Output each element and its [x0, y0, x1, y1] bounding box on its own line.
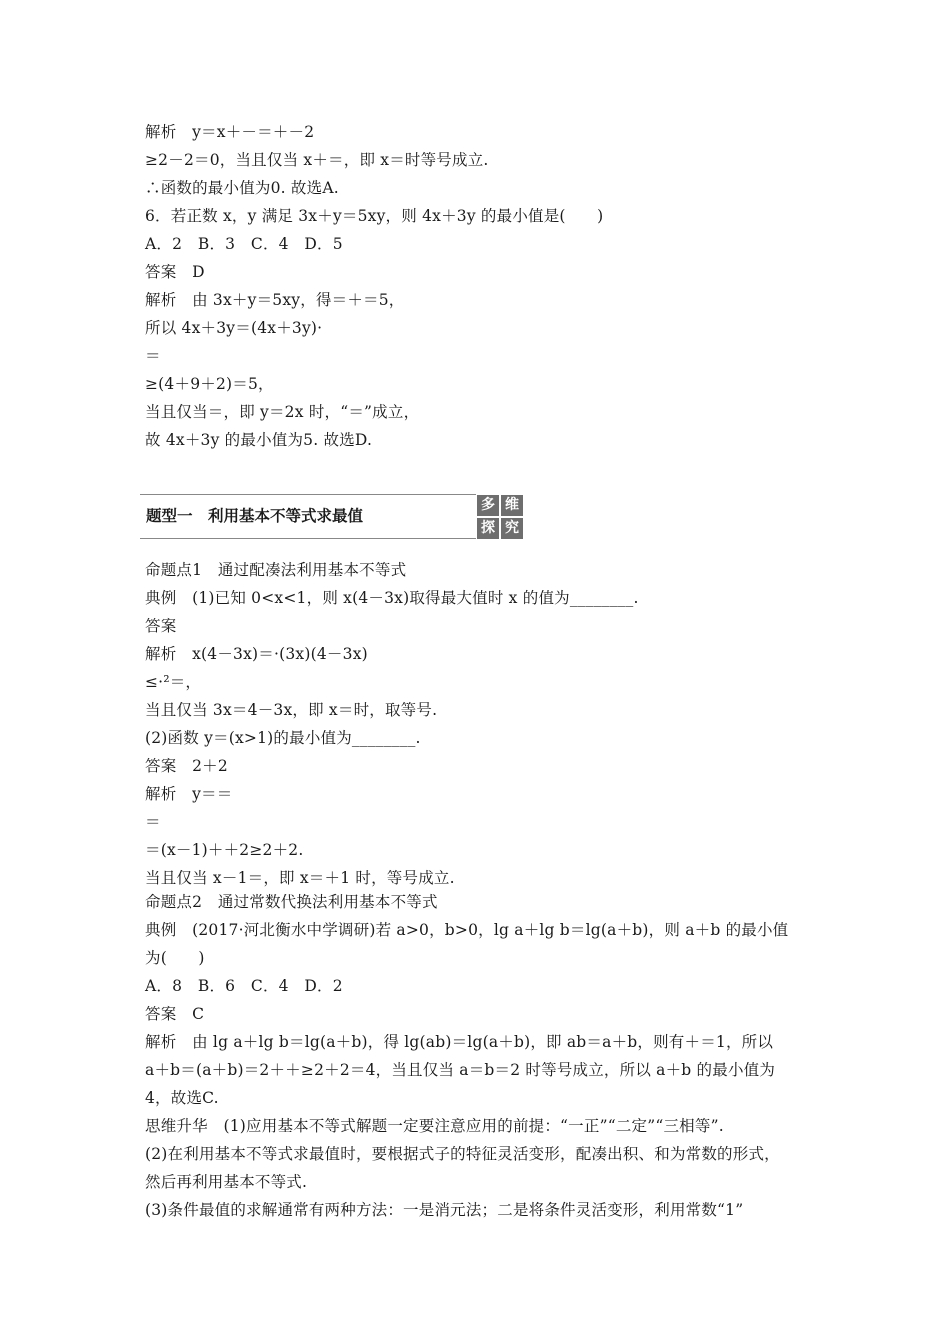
solution-line: ≥2－2＝0，当且仅当 x＋＝，即 x＝时等号成立.: [145, 151, 489, 169]
solution-line: 解析 由 lg a＋lg b＝lg(a＋b)，得 lg(ab)＝lg(a＋b)，即 ab＝a＋b，则有＋＝1，所以: [145, 1033, 774, 1051]
section-title: 题型一 利用基本不等式求最值: [146, 507, 364, 525]
solution-line: ＝: [145, 347, 161, 365]
solution-line: 当且仅当＝，即 y＝2x 时，“＝”成立，: [145, 403, 420, 421]
solution-line: 当且仅当 x－1＝，即 x＝＋1 时，等号成立.: [145, 869, 455, 887]
question-6-options: A．2 B．3 C．4 D．5: [145, 235, 343, 253]
solution-line: ＝(x－1)＋＋2≥2＋2.: [145, 841, 304, 859]
summary-line: 思维升华 (1)应用基本不等式解题一定要注意应用的前提：“一正”“二定”“三相等”.: [145, 1117, 724, 1135]
solution-line: 解析 y＝＝: [145, 785, 233, 803]
summary-line: 然后再利用基本不等式.: [145, 1173, 308, 1191]
answer-line: 答案 C: [145, 1005, 205, 1023]
summary-line: (3)条件最值的求解通常有两种方法：一是消元法；二是将条件灵活变形，利用常数“1”: [145, 1201, 744, 1219]
solution-line: 4，故选C.: [145, 1089, 219, 1107]
section-heading: [140, 494, 525, 540]
heading-rule: [140, 538, 476, 539]
example-line: 典例 (2017·河北衡水中学调研)若 a>0，b>0，lg a＋lg b＝lg(a＋b)，则 a＋b 的最小值: [145, 921, 789, 939]
solution-line: ∴函数的最小值为0. 故选A.: [145, 179, 339, 197]
solution-line: 当且仅当 3x＝4－3x，即 x＝时，取等号.: [145, 701, 438, 719]
subtopic-heading: 命题点1 通过配凑法利用基本不等式: [145, 561, 407, 579]
solution-line: 解析 y＝x＋－＝＋－2: [145, 123, 315, 141]
answer-line: 答案 D: [145, 263, 205, 281]
example-line: (2)函数 y＝(x>1)的最小值为________.: [145, 729, 421, 747]
solution-line: 解析 x(4－3x)＝·(3x)(4－3x): [145, 645, 368, 663]
badge-char: 多: [477, 495, 499, 516]
answer-line: 答案 2＋2: [145, 757, 228, 775]
example-options: A．8 B．6 C．4 D．2: [145, 977, 343, 995]
subtopic-heading: 命题点2 通过常数代换法利用基本不等式: [145, 893, 438, 911]
summary-line: (2)在利用基本不等式求最值时，要根据式子的特征灵活变形，配凑出积、和为常数的形式，: [145, 1145, 780, 1163]
example-line: 典例 (1)已知 0<x<1，则 x(4－3x)取得最大值时 x 的值为________.: [145, 589, 639, 607]
solution-line: 解析 由 3x＋y＝5xy，得＝＋＝5，: [145, 291, 405, 309]
solution-line: ≤·²＝，: [145, 673, 202, 691]
solution-line: 所以 4x＋3y＝(4x＋3y)·: [145, 319, 323, 337]
badge-char: 维: [501, 495, 523, 516]
question-6: 6．若正数 x，y 满足 3x＋y＝5xy，则 4x＋3y 的最小值是( ): [145, 207, 604, 225]
solution-line: ＝: [145, 813, 161, 831]
badge-char: 探: [477, 518, 499, 539]
solution-line: 故 4x＋3y 的最小值为5. 故选D.: [145, 431, 373, 449]
answer-line: 答案: [145, 617, 177, 635]
heading-rule: [140, 494, 476, 495]
section-badge: [477, 494, 525, 540]
example-line: 为( ): [145, 949, 205, 967]
solution-line: a＋b＝(a＋b)＝2＋＋≥2＋2＝4，当且仅当 a＝b＝2 时等号成立，所以 a＋b 的最小值为: [145, 1061, 776, 1079]
badge-char: 究: [501, 518, 523, 539]
solution-line: ≥(4＋9＋2)＝5，: [145, 375, 274, 393]
